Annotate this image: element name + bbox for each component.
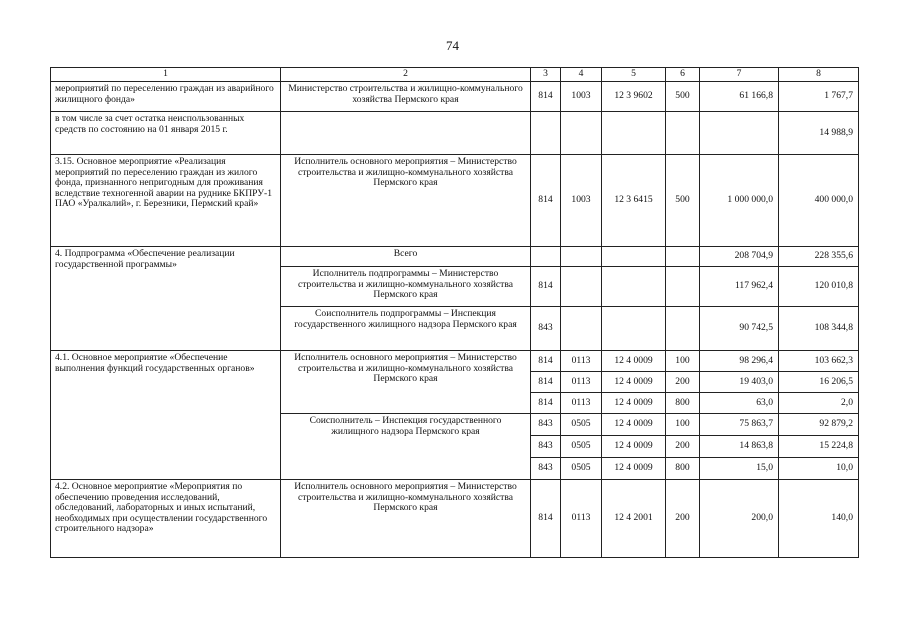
cell-amount-2016: 14 988,9 — [779, 112, 859, 155]
empty-cell — [602, 307, 666, 351]
activity-name: 4.2. Основное мероприятие «Мероприятия по обеспечению проведения исследований, обследований, лабораторных и иных испытаний, необходимых при осуществлении государственного строительного надзора» — [51, 480, 281, 558]
empty-cell — [666, 307, 700, 351]
cell-vr: 200 — [666, 436, 700, 458]
cell-grbs: 843 — [531, 414, 561, 436]
cell-vr: 200 — [666, 372, 700, 393]
column-header: 3 — [531, 68, 561, 82]
cell-csr: 12 4 0009 — [602, 351, 666, 372]
cell-rz-pr: 0505 — [561, 414, 602, 436]
cell-vr: 500 — [666, 82, 700, 112]
cell-amount-2016: 103 662,3 — [779, 351, 859, 372]
cell-amount-2016: 92 879,2 — [779, 414, 859, 436]
table-row — [51, 480, 859, 558]
cell-csr: 12 4 0009 — [602, 393, 666, 414]
cell-grbs: 814 — [531, 155, 561, 247]
cell-grbs: 814 — [531, 267, 561, 307]
cell-amount-2015: 75 863,7 — [700, 414, 779, 436]
cell-amount-2015: 1 000 000,0 — [700, 155, 779, 247]
cell-grbs: 843 — [531, 436, 561, 458]
cell-amount-2016: 1 767,7 — [779, 82, 859, 112]
cell-rz-pr: 0505 — [561, 458, 602, 480]
cell-csr: 12 4 0009 — [602, 372, 666, 393]
empty-cell — [561, 267, 602, 307]
empty-cell — [281, 112, 531, 155]
executor-name: Исполнитель основного мероприятия – Министерство строительства и жилищно-коммунального хозяйства Пермского края — [281, 155, 531, 247]
executor-name: Исполнитель подпрограммы – Министерство строительства и жилищно-коммунального хозяйства Пермского края — [281, 267, 531, 307]
cell-amount-2016: 228 355,6 — [779, 247, 859, 267]
empty-cell — [700, 112, 779, 155]
cell-amount-2015: 61 166,8 — [700, 82, 779, 112]
cell-vr: 200 — [666, 480, 700, 558]
cell-amount-2015: 90 742,5 — [700, 307, 779, 351]
executor-name: Соисполнитель подпрограммы – Инспекция государственного жилищного надзора Пермского края — [281, 307, 531, 351]
empty-cell — [666, 267, 700, 307]
cell-amount-2016: 108 344,8 — [779, 307, 859, 351]
cell-vr: 500 — [666, 155, 700, 247]
table-row — [51, 247, 859, 267]
cell-vr: 100 — [666, 414, 700, 436]
cell-rz-pr: 0113 — [561, 393, 602, 414]
cell-amount-2016: 15 224,8 — [779, 436, 859, 458]
column-header: 4 — [561, 68, 602, 82]
column-header: 8 — [779, 68, 859, 82]
table-row — [51, 155, 859, 247]
cell-csr: 12 3 6415 — [602, 155, 666, 247]
cell-amount-2015: 200,0 — [700, 480, 779, 558]
cell-csr: 12 3 9602 — [602, 82, 666, 112]
cell-rz-pr: 0505 — [561, 436, 602, 458]
cell-vr: 100 — [666, 351, 700, 372]
cell-amount-2016: 10,0 — [779, 458, 859, 480]
budget-table — [50, 67, 859, 558]
executor-name: Министерство строительства и жилищно-коммунального хозяйства Пермского края — [281, 82, 531, 112]
cell-grbs: 814 — [531, 82, 561, 112]
table-row — [51, 351, 859, 372]
cell-rz-pr: 1003 — [561, 155, 602, 247]
table-row — [51, 82, 859, 112]
cell-grbs: 814 — [531, 351, 561, 372]
column-header: 1 — [51, 68, 281, 82]
cell-csr: 12 4 0009 — [602, 436, 666, 458]
cell-grbs: 814 — [531, 393, 561, 414]
column-header: 6 — [666, 68, 700, 82]
cell-amount-2015: 14 863,8 — [700, 436, 779, 458]
cell-csr: 12 4 0009 — [602, 458, 666, 480]
cell-amount-2016: 16 206,5 — [779, 372, 859, 393]
empty-cell — [602, 112, 666, 155]
cell-vr: 800 — [666, 458, 700, 480]
empty-cell — [602, 247, 666, 267]
cell-amount-2015: 63,0 — [700, 393, 779, 414]
cell-vr: 800 — [666, 393, 700, 414]
cell-grbs: 814 — [531, 480, 561, 558]
activity-name: 4.1. Основное мероприятие «Обеспечение выполнения функций государственных органов» — [51, 351, 281, 480]
cell-amount-2016: 400 000,0 — [779, 155, 859, 247]
cell-grbs: 843 — [531, 307, 561, 351]
cell-amount-2015: 98 296,4 — [700, 351, 779, 372]
column-header: 5 — [602, 68, 666, 82]
empty-cell — [561, 307, 602, 351]
cell-amount-2016: 2,0 — [779, 393, 859, 414]
cell-amount-2016: 140,0 — [779, 480, 859, 558]
empty-cell — [602, 267, 666, 307]
column-header: 7 — [700, 68, 779, 82]
executor-name: Исполнитель основного мероприятия – Министерство строительства и жилищно-коммунального хозяйства Пермского края — [281, 351, 531, 414]
empty-cell — [561, 247, 602, 267]
cell-amount-2015: 19 403,0 — [700, 372, 779, 393]
activity-name: 3.15. Основное мероприятие «Реализация мероприятий по переселению граждан из жилого фонда, признанного непригодным для проживания вследствие техногенной аварии на руднике БКПРУ-1 ПАО «Уралкалий», г. Березники, Пермский край» — [51, 155, 281, 247]
cell-rz-pr: 0113 — [561, 480, 602, 558]
empty-cell — [666, 247, 700, 267]
activity-name: в том числе за счет остатка неиспользованных средств по состоянию на 01 января 2015 г. — [51, 112, 281, 155]
page-number: 74 — [446, 38, 459, 53]
cell-csr: 12 4 2001 — [602, 480, 666, 558]
cell-rz-pr: 0113 — [561, 372, 602, 393]
cell-amount-2015: 208 704,9 — [700, 247, 779, 267]
cell-amount-2016: 120 010,8 — [779, 267, 859, 307]
table-row — [51, 112, 859, 155]
empty-cell — [531, 112, 561, 155]
cell-rz-pr: 0113 — [561, 351, 602, 372]
cell-rz-pr: 1003 — [561, 82, 602, 112]
cell-grbs: 843 — [531, 458, 561, 480]
cell-amount-2015: 117 962,4 — [700, 267, 779, 307]
cell-amount-2015: 15,0 — [700, 458, 779, 480]
activity-name: 4. Подпрограмма «Обеспечение реализации государственной программы» — [51, 247, 281, 351]
cell-grbs: 814 — [531, 372, 561, 393]
cell-csr: 12 4 0009 — [602, 414, 666, 436]
empty-cell — [666, 112, 700, 155]
executor-name: Исполнитель основного мероприятия – Министерство строительства и жилищно-коммунального хозяйства Пермского края — [281, 480, 531, 558]
coexecutor-name: Соисполнитель – Инспекция государственного жилищного надзора Пермского края — [281, 414, 531, 480]
column-number-row — [51, 68, 859, 82]
empty-cell — [561, 112, 602, 155]
executor-name: Всего — [281, 247, 531, 267]
empty-cell — [531, 247, 561, 267]
activity-name: мероприятий по переселению граждан из аварийного жилищного фонда» — [51, 82, 281, 112]
column-header: 2 — [281, 68, 531, 82]
